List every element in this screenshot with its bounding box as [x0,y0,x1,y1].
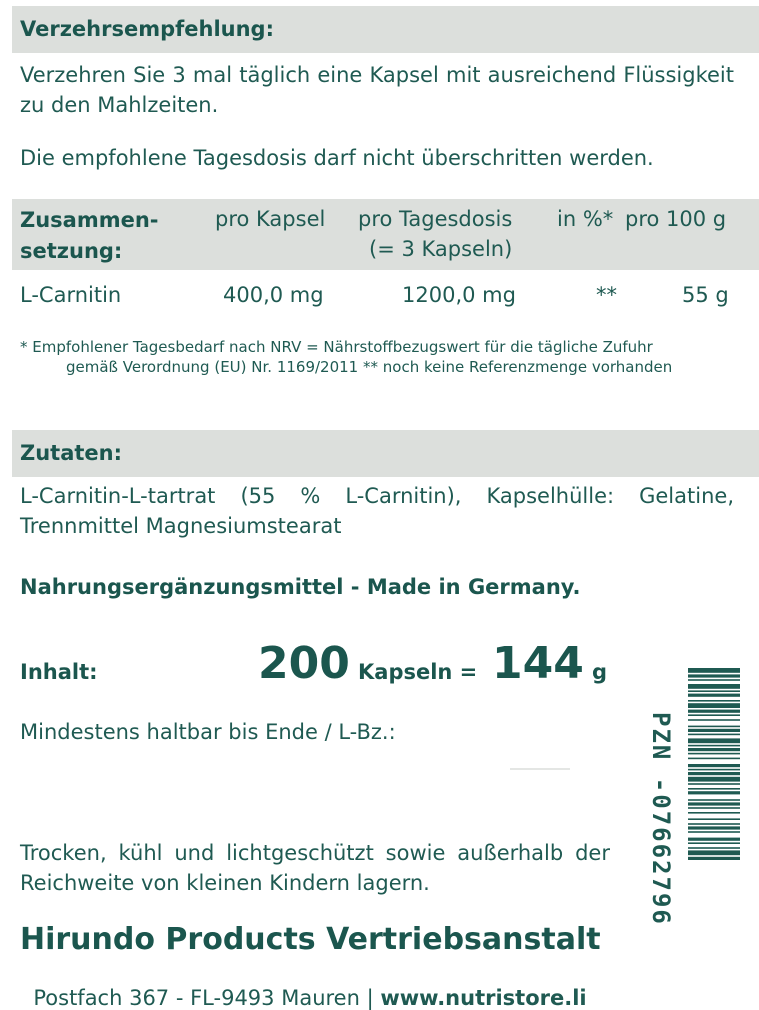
barcode-bar [688,726,740,728]
contents-label: Inhalt: [20,660,98,684]
pzn-text: PZN -07662796 [647,712,675,926]
ingredients-text: L-Carnitin-L-tartrat (55 % L-Carnitin), Kapselhülle: Gelatine, Trennmittel Magnesiumstearat [20,484,734,538]
barcode-bar [688,690,740,692]
contents-count: 200 [258,638,350,689]
supplement-note: Nahrungsergänzungsmittel - Made in Germany. [20,575,581,599]
pzn-code [646,712,676,962]
barcode-bar [688,674,740,677]
barcode-bar [688,807,740,809]
company-website: www.nutristore.li [380,986,587,1010]
ingredients-heading-band [12,430,759,477]
row-per-capsule: 400,0 mg [223,283,324,307]
row-per-100g: 55 g [682,283,729,307]
barcode-bar [688,753,740,755]
barcode-bar [688,791,740,794]
barcode-bar [688,838,740,841]
barcode-bar [688,777,740,782]
company-address: Postfach 367 - FL-9493 Mauren | [33,986,381,1010]
lot-smudge [510,768,570,770]
barcode-bar [688,842,740,844]
barcode-bar [688,831,740,833]
barcode-bar [688,847,740,849]
barcode-bar [688,714,740,716]
barcode-bar [688,684,740,689]
barcode-bar [688,764,740,767]
barcode-bar [688,850,740,855]
barcode-bar [688,812,740,814]
dosage-heading: Verzehrsempfehlung: [20,17,274,41]
barcode-bar [688,818,740,820]
barcode-bar [688,788,740,790]
barcode-bar [688,679,740,681]
footnote-line2: gemäß Verordnung (EU) Nr. 1169/2011 ** noch keine Referenzmenge vorhanden [66,358,673,376]
barcode-bar [688,783,740,785]
composition-heading-line2: setzung: [20,239,123,263]
barcode-bar [688,758,740,760]
barcode-bar [688,826,740,829]
barcode-bar [688,719,740,721]
barcode-bar [688,769,740,771]
dosage-instruction: Verzehren Sie 3 mal täglich eine Kapsel mit ausreichend Flüssigkeit zu den Mahlzeiten. [20,63,734,117]
barcode-bar [688,802,740,805]
row-name: L-Carnitin [20,283,122,307]
company-name: Hirundo Products Vertriebsanstalt [20,922,601,957]
barcode-bar [688,738,740,743]
footnote-line1: * Empfohlener Tagesbedarf nach NRV = Nährstoffbezugswert für die tägliche Zufuhr [20,338,653,356]
contents-weight-unit: g [592,660,608,684]
row-percent: ** [596,283,617,307]
col-per-100g: pro 100 g [625,207,727,231]
barcode-bar [688,668,740,673]
col-percent: in %* [557,207,614,231]
best-before: Mindestens haltbar bis Ende / L-Bz.: [20,720,396,744]
barcode-bar [688,734,740,736]
barcode-bar [688,772,740,775]
ingredients-heading: Zutaten: [20,441,123,465]
col-per-capsule: pro Kapsel [215,207,326,231]
barcode-bar [688,694,740,697]
company-address-line [20,962,587,1010]
storage-note: Trocken, kühl und lichtgeschützt sowie außerhalb der Reichweite von kleinen Kindern lagern. [20,841,610,895]
contents-unit: Kapseln = [358,660,478,684]
barcode-bar [688,700,740,702]
barcode-icon [688,668,740,988]
barcode-bar [688,823,740,825]
barcode-bar [688,703,740,708]
dosage-warning: Die empfohlene Tagesdosis darf nicht überschritten werden. [20,146,654,170]
composition-heading-line1: Zusammen- [20,208,159,232]
barcode-bar [688,857,740,860]
barcode-bar [688,745,740,747]
barcode-bar [688,710,740,713]
barcode-bar [688,748,740,751]
contents-weight: 144 [492,638,584,689]
barcode-bar [688,799,740,801]
col-per-day-line2: (= 3 Kapseln) [369,237,513,261]
row-per-day: 1200,0 mg [402,283,516,307]
col-per-day-line1: pro Tagesdosis [358,207,513,231]
barcode-bar [688,729,740,732]
